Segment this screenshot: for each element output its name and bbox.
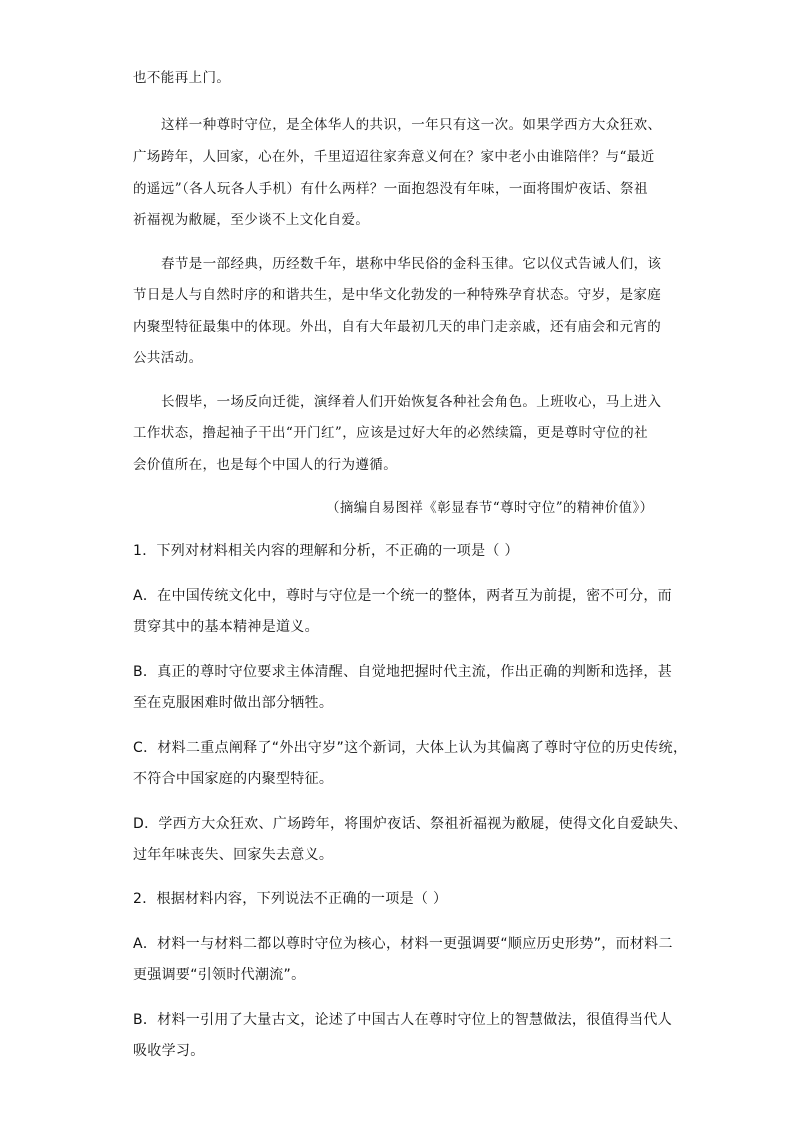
question-1-option-c-line-2: 不符合中国家庭的内聚型特征。 bbox=[133, 771, 334, 787]
passage-paragraph-2-line-4: 祈福视为敝屣，至少谈不上文化自爱。 bbox=[133, 212, 370, 228]
question-1-option-b-line-1: B．真正的尊时守位要求主体清醒、自觉地把握时代主流，作出正确的判断和选择，甚 bbox=[133, 664, 673, 680]
question-2-stem: 2．根据材料内容，下列说法不正确的一项是（ ） bbox=[133, 891, 448, 907]
question-2-option-a-line-1: A．材料一与材料二都以尊时守位为核心，材料一更强调要“顺应历史形势”，而材料二 bbox=[133, 936, 673, 952]
source-citation: （摘编自易图祥《彰显春节“尊时守位”的精神价值》） bbox=[326, 500, 654, 516]
question-1-stem: 1．下列对材料相关内容的理解和分析，不正确的一项是（ ） bbox=[133, 543, 519, 559]
question-2-option-a-line-2: 更强调要“引领时代潮流”。 bbox=[133, 967, 306, 983]
passage-paragraph-4-line-3: 会价值所在，也是每个中国人的行为遵循。 bbox=[133, 457, 398, 473]
question-1-option-d-line-2: 过年年味丧失、回家失去意义。 bbox=[133, 847, 334, 863]
passage-paragraph-3-line-1: 春节是一部经典，历经数千年，堪称中华民俗的金科玉律。它以仪式告诫人们，该 bbox=[161, 256, 662, 272]
question-2-option-b-line-1: B．材料一引用了大量古文，论述了中国古人在尊时守位上的智慧做法，很值得当代人 bbox=[133, 1012, 673, 1028]
passage-paragraph-4-line-1: 长假毕，一场反向迁徙，演绎着人们开始恢复各种社会角色。上班收心，马上进入 bbox=[161, 394, 662, 410]
question-1-option-a-line-1: A．在中国传统文化中，尊时与守位是一个统一的整体，两者互为前提，密不可分，而 bbox=[133, 588, 672, 604]
passage-line-1: 也不能再上门。 bbox=[133, 70, 231, 86]
passage-paragraph-2-line-2: 广场跨年，人回家，心在外，千里迢迢往家奔意义何在？家中老小由谁陪伴？与“最近 bbox=[133, 149, 655, 165]
question-1-option-a-line-2: 贯穿其中的基本精神是道义。 bbox=[133, 619, 319, 635]
passage-paragraph-3-line-4: 公共活动。 bbox=[133, 350, 203, 366]
question-1-option-c-line-1: C．材料二重点阐释了“外出守岁”这个新词，大体上认为其偏离了尊时守位的历史传统， bbox=[133, 740, 688, 756]
question-1-option-b-line-2: 至在克服困难时做出部分牺牲。 bbox=[133, 695, 334, 711]
passage-paragraph-2-line-3: 的遥远”（各人玩各人手机）有什么两样？一面抱怨没有年味，一面将围炉夜话、祭祖 bbox=[133, 181, 648, 197]
passage-paragraph-2-line-1: 这样一种尊时守位，是全体华人的共识，一年只有这一次。如果学西方大众狂欢、 bbox=[161, 117, 662, 133]
question-2-option-b-line-2: 吸收学习。 bbox=[133, 1043, 205, 1059]
passage-paragraph-3-line-3: 内聚型特征最集中的体现。外出，自有大年最初几天的串门走亲戚，还有庙会和元宵的 bbox=[133, 319, 662, 335]
passage-paragraph-4-line-2: 工作状态，撸起袖子干出“开门红”，应该是过好大年的必然续篇，更是尊时守位的社 bbox=[133, 425, 649, 441]
passage-paragraph-3-line-2: 节日是人与自然时序的和谐共生，是中华文化勃发的一种特殊孕育状态。守岁，是家庭 bbox=[133, 287, 662, 303]
question-1-option-d-line-1: D．学西方大众狂欢、广场跨年，将围炉夜话、祭祖祈福视为敝屣，使得文化自爱缺失、 bbox=[133, 816, 688, 832]
